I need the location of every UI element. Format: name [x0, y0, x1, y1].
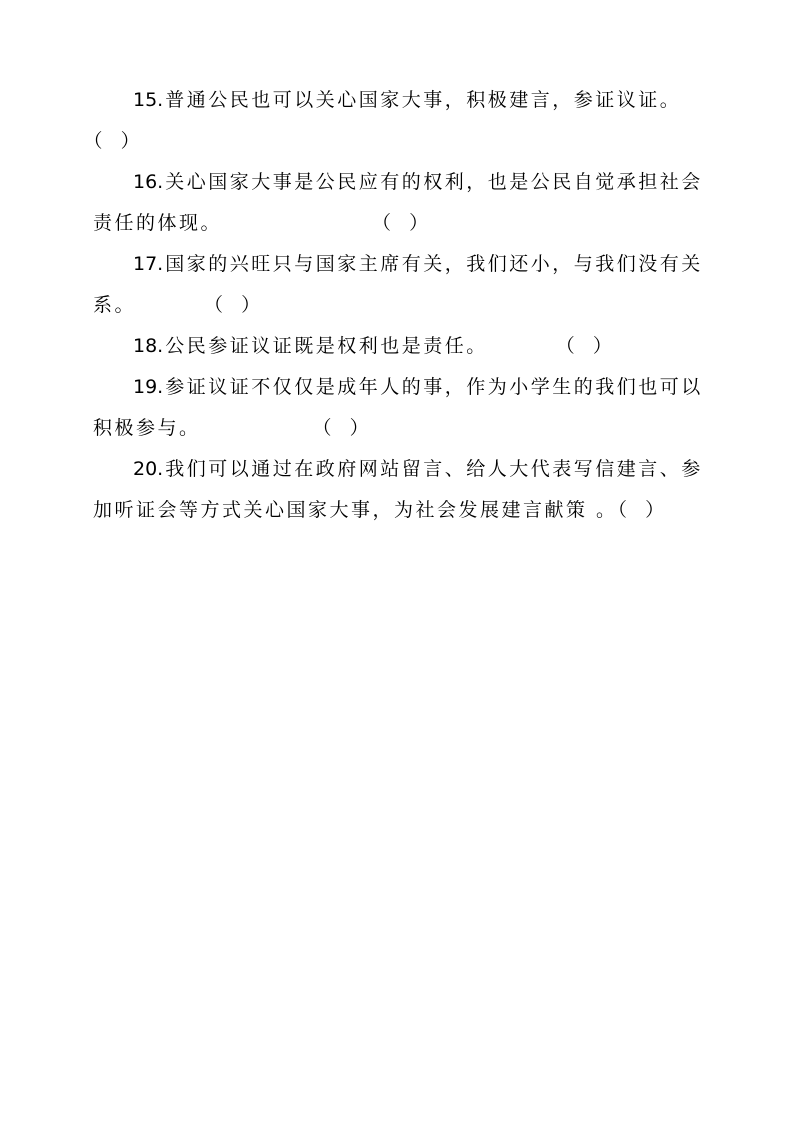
question-17	[93, 244, 705, 326]
question-16	[93, 162, 705, 244]
answer-parentheses[interactable]: （ ）	[312, 417, 369, 439]
question-text: 公民参证议证既是权利也是责任。	[165, 335, 488, 357]
question-18	[93, 326, 705, 367]
answer-parentheses[interactable]: （ ）	[617, 499, 665, 521]
answer-parentheses[interactable]: （ ）	[372, 212, 429, 234]
question-number: 17.	[133, 253, 164, 275]
question-list	[93, 80, 705, 531]
question-number: 16.	[133, 171, 164, 193]
answer-parentheses[interactable]: （ ）	[204, 294, 261, 316]
question-20	[93, 449, 705, 531]
answer-parentheses[interactable]: （ ）	[93, 130, 140, 152]
question-number: 15.	[133, 89, 164, 111]
question-text: 关心国家大事是公民应有的权利，也是公民自觉承担社会责任的体现。	[93, 171, 703, 234]
question-number: 19.	[133, 376, 164, 398]
question-19	[93, 367, 705, 449]
question-text: 普通公民也可以关心国家大事，积极建言，参证议证。	[165, 89, 682, 111]
question-text: 国家的兴旺只与国家主席有关，我们还小，与我们没有关系。	[93, 253, 703, 316]
question-text: 参证议证不仅仅是成年人的事，作为小学生的我们也可以积极参与。	[93, 376, 703, 439]
answer-parentheses[interactable]: （ ）	[555, 335, 612, 357]
question-number: 20.	[133, 458, 164, 480]
question-text: 我们可以通过在政府网站留言、给人大代表写信建言、参加听证会等方式关心国家大事，为社会发展建言献策 。	[93, 458, 703, 521]
question-number: 18.	[133, 335, 164, 357]
question-15	[93, 80, 705, 162]
